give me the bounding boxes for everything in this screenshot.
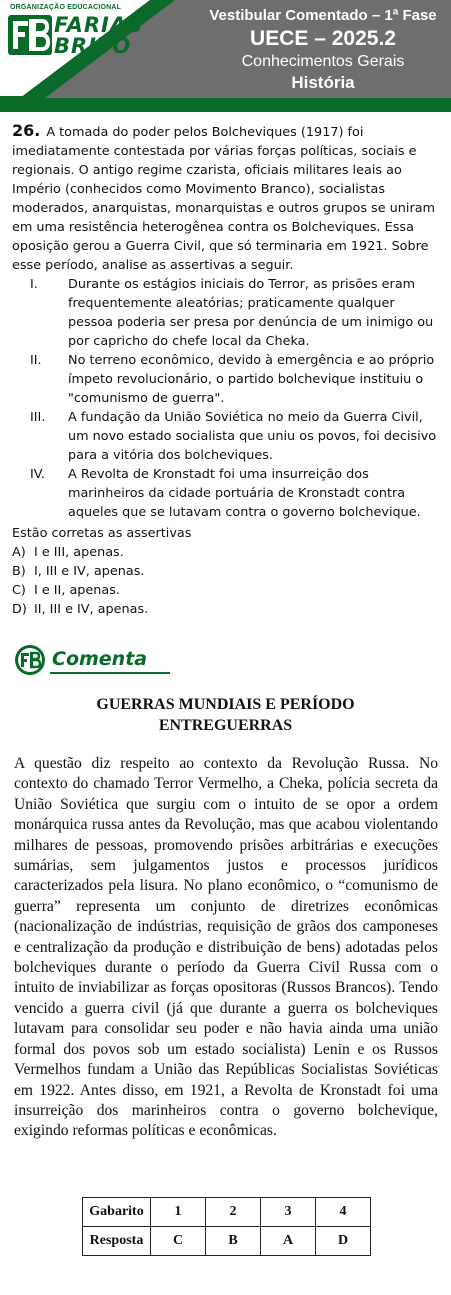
question-number: 26. [12,121,41,140]
question-block [12,121,440,619]
assertion-item [30,351,440,408]
assertion-numeral: II. [30,353,42,368]
comenta-underline [50,672,170,674]
question-number-cell: 1 [151,1198,206,1227]
option-letter: A) [12,545,26,560]
exam-name: Vestibular Comentado – 1ª Fase [209,7,437,24]
fb-monogram-icon [8,15,52,55]
question-stem [12,121,440,275]
assertion-item [30,465,440,522]
table-row [83,1198,371,1227]
option-letter: C) [12,583,26,598]
resposta-label: Resposta [83,1227,151,1256]
question-stem-text: A tomada do poder pelos Bolcheviques (1917) foi imediatamente contestada por várias forças políticas, sociais e regionais. O antigo regime czarista, oficiais militares leais ao Império (conhecidos como Movimento Branco), socialistas moderados, anarquistas, monarquistas e outros grupos se uniram em uma resistência heterogênea contra os Bolcheviques. Essa oposição gerou a Guerra Civil, que só terminaria em 1921. Sobre esse período, analise as assertivas a seguir. [12,125,436,273]
answer-key-table [82,1197,371,1256]
option-letter: D) [12,602,27,617]
logo-name-line1: FARIAS [54,13,144,37]
comment-title-line2: ENTREGUERRAS [158,717,293,734]
assertion-list [12,275,440,522]
option-letter: B) [12,564,26,579]
answer-cell: D [316,1227,371,1256]
question-number-cell: 2 [206,1198,261,1227]
assertion-numeral: III. [30,410,46,425]
answer-cell: A [261,1227,316,1256]
assertion-item [30,408,440,465]
page-header [0,0,451,112]
question-number-cell: 4 [316,1198,371,1227]
logo-name-line2: BRITO [54,34,132,58]
option-list [12,543,440,619]
option-item [12,562,440,581]
option-item [12,600,440,619]
comenta-badge [14,644,164,678]
comment-title [20,694,431,736]
answer-cell: C [151,1227,206,1256]
assertion-numeral: IV. [30,467,45,482]
farias-brito-logo [8,4,198,64]
comment-body: A questão diz respeito ao contexto da Revolução Russa. No contexto do chamado Terror Vermelho, a Cheka, polícia secreta da União Soviética que surgiu com o intuito de se opor a ordem monárquica russa antes da Revolução, mas que acabou violentando milhares de pessoas, promovendo prisões arbitrárias e execuções sumárias, sem julgamentos justos e processos jurídicos caracterizados pela lisura. No plano econômico, o “comunismo de guerra” representa um conjunto de diretrizes econômicas (nacionalização de indústrias, requisição de grãos dos camponeses e centralização da produção e distribuição de bens) adotadas pelos bolcheviques durante o período da Guerra Civil Russa com o intuito de inviabilizar as forças opositoras (Russos Brancos). Tendo vencido a guerra civil (já que durante a guerra os bolcheviques lutavam para consolidar seu poder e não havia ainda uma união formal dos povos sob um estado socialista) Lenin e os Russos Vermelhos fundam a União das Repúblicas Socialistas Soviéticas em 1922. Antes disso, em 1921, a Revolta de Kronstadt foi uma insurreição dos marinheiros contra o governo bolchevique, exigindo reformas políticas e econômicas. [14,755,438,1140]
exam-area: Conhecimentos Gerais [241,53,405,70]
option-item [12,543,440,562]
options-lead: Estão corretas as assertivas [12,526,192,541]
exam-subject: História [291,73,355,92]
logo-org-label: ORGANIZAÇÃO EDUCACIONAL [10,4,122,11]
table-row [83,1227,371,1256]
assertion-text: A fundação da União Soviética no meio da Guerra Civil, um novo estado socialista que uniu os povos, foi decisivo para a vitória dos bolcheviques. [68,410,437,463]
answer-cell: B [206,1227,261,1256]
question-number-cell: 3 [261,1198,316,1227]
comment-title-line1: GUERRAS MUNDIAIS E PERÍODO [96,696,355,713]
header-titles [203,6,443,94]
assertion-text: Durante os estágios iniciais do Terror, as prisões eram frequentemente aleatórias; praticamente qualquer pessoa poderia ser presa por denúncia de um inimigo ou por capricho do chefe local da Cheka. [68,277,434,349]
assertion-item [30,275,440,351]
option-item [12,581,440,600]
gabarito-label: Gabarito [83,1198,151,1227]
fb-monogram-icon [14,644,46,676]
assertion-numeral: I. [30,277,38,292]
assertion-text: No terreno econômico, devido à emergência e ao próprio ímpeto revolucionário, o partido bolchevique instituiu o "comunismo de guerra". [68,353,435,406]
option-text: I e II, apenas. [34,583,120,598]
option-text: I, III e IV, apenas. [34,564,145,579]
option-text: I e III, apenas. [34,545,124,560]
exam-edition: UECE – 2025.2 [250,27,396,50]
option-text: II, III e IV, apenas. [34,602,149,617]
comenta-label: Comenta [52,648,148,670]
assertion-text: A Revolta de Kronstadt foi uma insurreição dos marinheiros da cidade portuária de Kronstadt contra aqueles que se lutavam contra o governo bolchevique. [68,467,421,520]
